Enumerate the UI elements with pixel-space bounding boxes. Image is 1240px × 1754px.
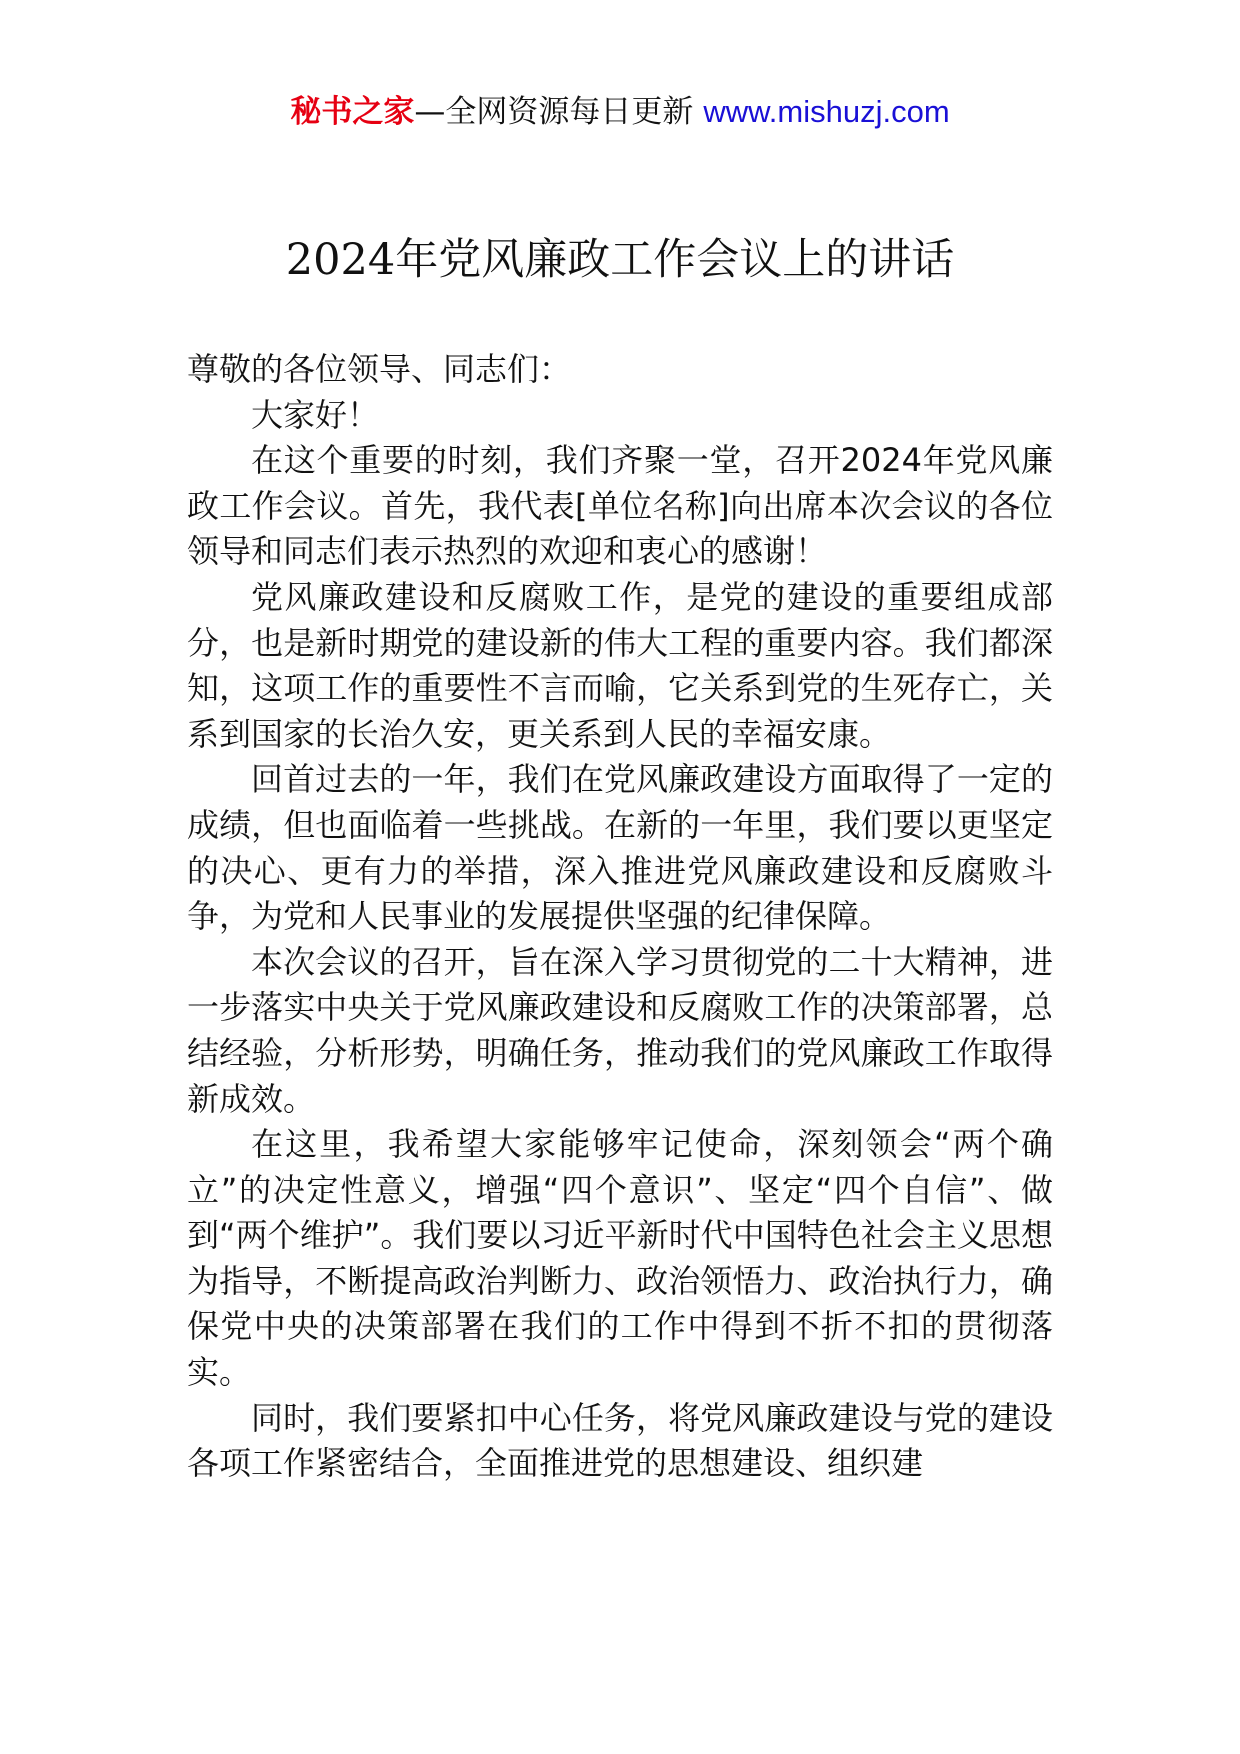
document-body — [187, 347, 1053, 1487]
paragraph-mission: 在这里，我希望大家能够牢记使命，深刻领会“两个确立”的决定性意义，增强“四个意识”、坚定“四个自信”、做到“两个维护”。我们要以习近平新时代中国特色社会主义思想为指导，不断提高政治判断力、政治领悟力、政治执行力，确保党中央的决策部署在我们的工作中得到不折不扣的贯彻落实。 — [187, 1125, 1053, 1392]
site-url-link[interactable]: www.mishuzj.com — [703, 94, 950, 129]
salutation: 尊敬的各位领导、同志们： — [187, 350, 572, 388]
brand-name: 秘书之家 — [290, 94, 415, 130]
paragraph-tasks: 同时，我们要紧扣中心任务，将党风廉政建设与党的建设各项工作紧密结合，全面推进党的思想建设、组织建 — [187, 1398, 1053, 1483]
header-tagline: —全网资源每日更新 — [414, 94, 694, 130]
paragraph-review: 回首过去的一年，我们在党风廉政建设方面取得了一定的成绩，但也面临着一些挑战。在新的一年里，我们要以更坚定的决心、更有力的举措，深入推进党风廉政建设和反腐败斗争，为党和人民事业的发展提供坚强的纪律保障。 — [187, 760, 1053, 936]
site-header-banner — [0, 92, 1240, 132]
paragraph-greeting: 大家好！ — [251, 395, 380, 434]
document-title: 2024年党风廉政工作会议上的讲话 — [285, 235, 955, 285]
paragraph-importance: 党风廉政建设和反腐败工作，是党的建设的重要组成部分，也是新时期党的建设新的伟大工程的重要内容。我们都深知，这项工作的重要性不言而喻，它关系到党的生死存亡，关系到国家的长治久安，更关系到人民的幸福安康。 — [187, 577, 1053, 753]
paragraph-purpose: 本次会议的召开，旨在深入学习贯彻党的二十大精神，进一步落实中央关于党风廉政建设和反腐败工作的决策部署，总结经验，分析形势，明确任务，推动我们的党风廉政工作取得新成效。 — [187, 942, 1053, 1118]
paragraph-opening: 在这个重要的时刻，我们齐聚一堂，召开2024年党风廉政工作会议。首先，我代表[单位名称]向出席本次会议的各位领导和同志们表示热烈的欢迎和衷心的感谢！ — [187, 441, 1053, 571]
